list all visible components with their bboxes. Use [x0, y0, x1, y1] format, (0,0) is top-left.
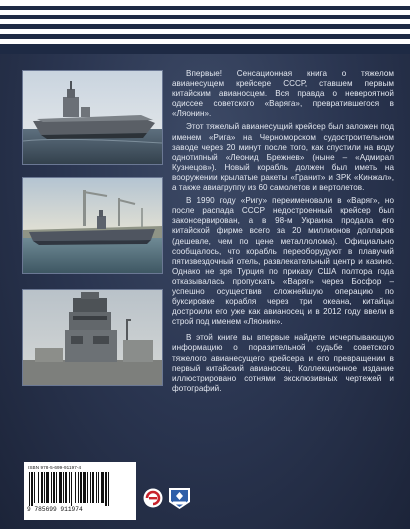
- yauza-logo: [167, 486, 192, 510]
- barcode-bar: [80, 472, 82, 503]
- barcode-bar: [96, 472, 97, 503]
- barcode-bar: [29, 472, 30, 506]
- photo-ship-at-shipyard: [22, 177, 163, 274]
- barcode-bar: [44, 472, 45, 503]
- stripe: [0, 6, 410, 10]
- isbn-label: ISBN 978-5-699-91197-4: [28, 465, 82, 470]
- stripe: [0, 15, 410, 19]
- barcode-bar: [87, 472, 88, 503]
- photo-ship-superstructure: [22, 289, 163, 386]
- barcode-bar: [108, 472, 109, 506]
- barcode-bar: [46, 472, 49, 503]
- description-paragraph-sale: В 1990 году «Ригу» переименовали в «Варяг», но после распада СССР недостроенный крейсер был законсервирован, а в 98-м Украина продала его китайской фирме всего за 20 миллионов долларов (дешевле, чем по цене металлолома). Официально сообщалось, что корабль переоборудуют в плавучий пятизвездочный отель, развлекательный центр и казино. Однако не зря Турция по приказу США полтора года отказывалась пропускать «Варяг» через Босфор – успешно осуществив сложнейшую операцию по буксировке корабля через три океана, китайцы достроили его уже как авианосец и в 2012 году ввели в строй под именем «Ляонин».: [172, 196, 394, 327]
- stripe: [0, 44, 410, 54]
- barcode-bar: [78, 472, 79, 503]
- stripe: [0, 34, 410, 39]
- barcode-bar: [101, 472, 104, 503]
- barcode-bar: [63, 472, 64, 503]
- barcode-bar: [38, 472, 39, 503]
- barcode-bar: [56, 472, 57, 503]
- barcode-bar: [34, 472, 35, 503]
- barcode-bar: [65, 472, 67, 503]
- barcode-bar: [41, 472, 43, 503]
- stripe: [0, 24, 410, 29]
- barcode-bar: [31, 472, 33, 506]
- barcode-bars: [29, 472, 131, 506]
- photo-carrier-at-sea: [22, 70, 163, 165]
- barcode-bar: [92, 472, 94, 503]
- description-paragraph-summary: В этой книге вы впервые найдете исчерпывающую информацию о поразительной судьбе советского тяжелого авианесущего крейсера и его превращении в первый китайский авианосец. Коллекционное издание иллюстрировано сотнями эксклюзивных чертежей и фотографий.: [172, 333, 394, 393]
- description-paragraph-intro: Впервые! Сенсационная книга о тяжелом авианесущем крейсере СССР, ставшем первым китайским авианосцем. Вся правда о невероятной одиссее советского «Варяга», превратившегося в «Ляонин».: [172, 69, 394, 119]
- barcode-bar: [53, 472, 55, 503]
- barcode-digits: 9 785699 911974: [27, 506, 83, 513]
- barcode-bar: [83, 472, 86, 503]
- barcode-bar: [98, 472, 99, 503]
- barcode-bar: [90, 472, 91, 503]
- description-paragraph-history: Этот тяжелый авианесущий крейсер был заложен под именем «Рига» на Черноморском судостроительном заводе через 20 минут после того, как спустили на воду однотипный «Леонид Брежнев» (ныне – «Адмирал Кузнецов»). Новый корабль должен был иметь на вооружении крылатые ракеты «Гранит» и ЗРК «Кинжал», а также авиагруппу из 60 самолетов и вертолетов.: [172, 122, 394, 193]
- barcode-bar: [51, 472, 52, 503]
- eksmo-logo: [143, 488, 163, 508]
- barcode-bar: [71, 472, 72, 506]
- isbn-barcode: [24, 462, 136, 520]
- book-description: [172, 69, 394, 397]
- barcode-bar: [105, 472, 107, 506]
- top-stripe-band: [0, 0, 410, 54]
- barcode-bar: [59, 472, 62, 503]
- barcode-bar: [69, 472, 70, 503]
- barcode-bar: [75, 472, 76, 503]
